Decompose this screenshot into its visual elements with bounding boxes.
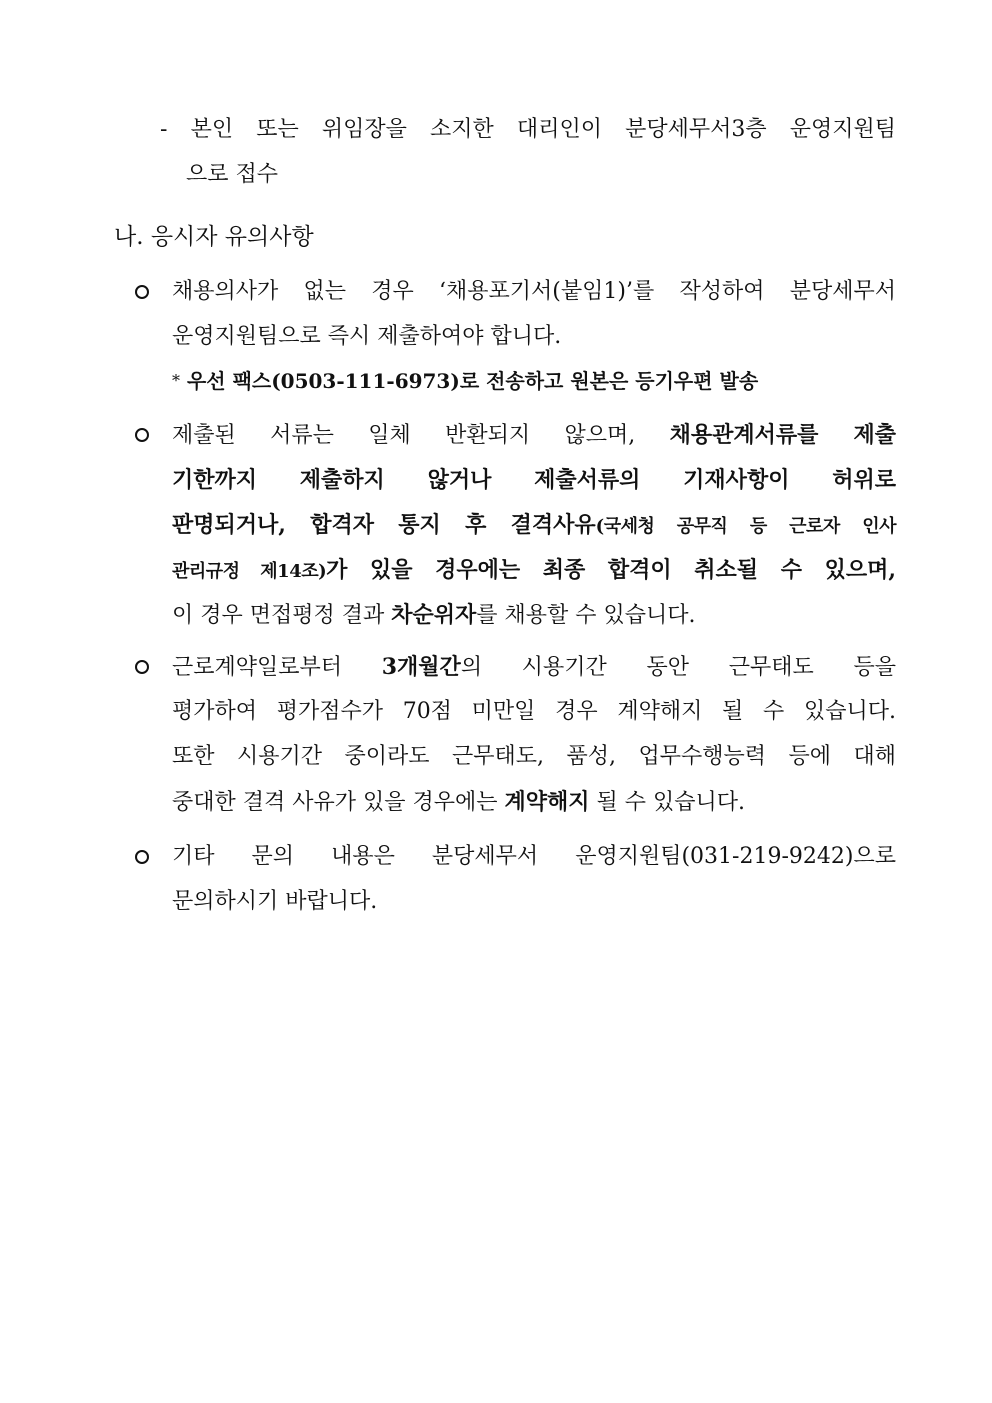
bullet2-text-5a: 이 경우 면접평정 결과 xyxy=(172,603,392,628)
bullet3-line-4 xyxy=(172,787,896,817)
bullet3-line-1 xyxy=(172,652,896,682)
section-heading: 나. 응시자 유의사항 xyxy=(114,224,314,250)
note-marker: * xyxy=(172,371,180,390)
bullet-circle-4 xyxy=(135,850,149,864)
bullet2-text-3a: 판명되거나, 합격자 통지 후 결격사유 xyxy=(172,512,596,538)
bullet4-line-2: 문의하시기 바랍니다. xyxy=(172,889,378,914)
bullet2-text-5c: 를 채용할 수 있습니다. xyxy=(476,603,696,628)
dash-marker: - xyxy=(160,117,168,142)
bullet3-line-2: 평가하여 평가점수가 70점 미만일 경우 계약해지 될 수 있습니다. xyxy=(172,699,896,724)
bullet2-line-2: 기한까지 제출하지 않거나 제출서류의 기재사항이 허위로 xyxy=(172,467,896,493)
bullet3-text-4b: 계약해지 xyxy=(504,789,590,815)
bullet2-text-5b: 차순위자 xyxy=(391,602,477,628)
bullet-circle-2 xyxy=(135,428,149,442)
bullet2-text-4a: 관리규정 제14조) xyxy=(172,561,327,582)
bullet2-line-4 xyxy=(172,555,896,585)
bullet3-text-4c: 될 수 있습니다. xyxy=(589,790,746,815)
bullet2-line-1 xyxy=(172,420,896,450)
bullet-circle-3 xyxy=(135,660,149,674)
bullet3-text-4a: 중대한 결격 사유가 있을 경우에는 xyxy=(172,790,505,815)
bullet3-text-1c: 의 시용기간 동안 근무태도 등을 xyxy=(460,655,897,680)
dash-item-line-1 xyxy=(160,115,896,145)
bullet-circle-1 xyxy=(135,285,149,299)
bullet1-note xyxy=(172,366,758,396)
bullet2-line-5 xyxy=(172,600,896,630)
bullet1-line-2: 운영지원팀으로 즉시 제출하여야 합니다. xyxy=(172,324,562,349)
dash-item-text-1: 본인 또는 위임장을 소지한 대리인이 분당세무서3층 운영지원팀 xyxy=(190,117,897,142)
note-text: 우선 팩스(0503-111-6973)로 전송하고 원본은 등기우편 발송 xyxy=(186,369,759,393)
bullet2-text-3b: (국세청 공무직 등 근로자 인사 xyxy=(595,516,896,537)
bullet3-line-3: 또한 시용기간 중이라도 근무태도, 품성, 업무수행능력 등에 대해 xyxy=(172,744,896,769)
dash-item-line-2: 으로 접수 xyxy=(186,162,279,187)
bullet2-text-4b: 가 있을 경우에는 최종 합격이 취소될 수 있으며, xyxy=(326,557,896,583)
bullet3-text-1b: 3개월간 xyxy=(381,654,461,680)
bullet3-text-1a: 근로계약일로부터 xyxy=(172,655,382,680)
bullet2-text-1b: 채용관계서류를 제출 xyxy=(669,422,896,448)
bullet1-line-1: 채용의사가 없는 경우 ‘채용포기서(붙임1)’를 작성하여 분당세무서 xyxy=(172,279,896,304)
bullet2-text-1a: 제출된 서류는 일체 반환되지 않으며, xyxy=(172,423,670,448)
bullet4-line-1: 기타 문의 내용은 분당세무서 운영지원팀(031-219-9242)으로 xyxy=(172,844,896,869)
bullet2-line-3 xyxy=(172,510,896,540)
